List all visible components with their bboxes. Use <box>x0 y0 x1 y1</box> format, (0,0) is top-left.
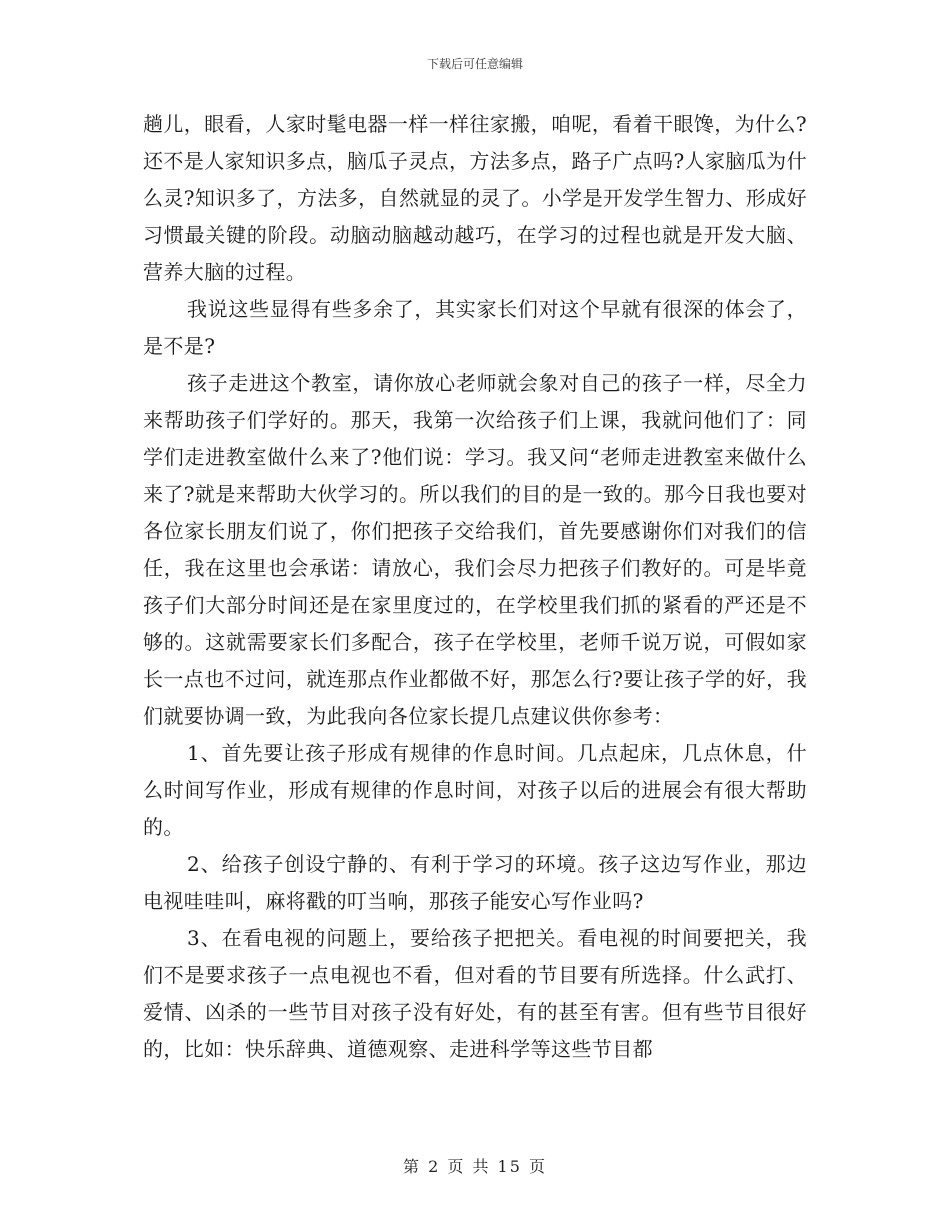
paragraph: 2、给孩子创设宁静的、有利于学习的环境。孩子这边写作业，那边电视哇哇叫，麻将戳的叮当响，那孩子能安心写作业吗? <box>143 852 807 913</box>
paragraph: 1、首先要让孩子形成有规律的作息时间。几点起床，几点休息，什么时间写作业，形成有规律的作息时间，对孩子以后的进展会有很大帮助的。 <box>143 741 807 839</box>
paragraph: 3、在看电视的问题上，要给孩子把把关。看电视的时间要把关，我们不是要求孩子一点电视也不看，但对看的节目要有所选择。什么武打、爱情、凶杀的一些节目对孩子没有好处，有的甚至有害。但有些节目很好的，比如：快乐辞典、道德观察、走进科学等这些节目都 <box>143 926 807 1061</box>
document-body <box>143 106 807 1068</box>
paragraph: 趟儿，眼看，人家时髦电器一样一样往家搬，咱呢，看着干眼馋，为什么?还不是人家知识多点，脑瓜子灵点，方法多点，路子广点吗?人家脑瓜为什么灵?知识多了，方法多，自然就显的灵了。小学是开发学生智力、形成好习惯最关键的阶段。动脑动脑越动越巧，在学习的过程也就是开发大脑、营养大脑的过程。 <box>143 112 807 284</box>
page-number-footer: 第 2 页 共 15 页 <box>403 1157 547 1176</box>
page-header: 下载后可任意编辑 <box>426 57 523 71</box>
paragraph: 我说这些显得有些多余了，其实家长们对这个早就有很深的体会了，是不是? <box>143 297 807 358</box>
paragraph: 孩子走进这个教室，请你放心老师就会象对自己的孩子一样，尽全力来帮助孩子们学好的。那天，我第一次给孩子们上课，我就问他们了：同学们走进教室做什么来了?他们说：学习。我又问“老师走进教室来做什么来了?就是来帮助大伙学习的。所以我们的目的是一致的。那今日我也要对各位家长朋友们说了，你们把孩子交给我们，首先要感谢你们对我们的信任，我在这里也会承诺：请放心，我们会尽力把孩子们教好的。可是毕竟孩子们大部分时间还是在家里度过的，在学校里我们抓的紧看的严还是不够的。这就需要家长们多配合，孩子在学校里，老师千说万说，可假如家长一点也不过问，就连那点作业都做不好，那怎么行?要让孩子学的好，我们就要协调一致，为此我向各位家长提几点建议供你参考： <box>143 371 807 728</box>
